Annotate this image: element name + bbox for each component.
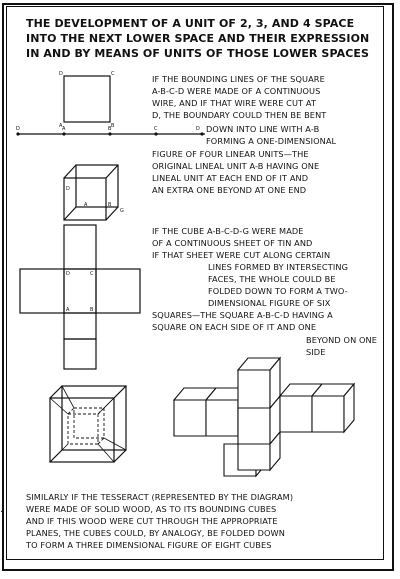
tess-link-6: [104, 386, 126, 408]
line-label-d2: D: [196, 126, 200, 132]
square-text-10: AN EXTRA ONE BEYOND AT ONE END: [152, 185, 307, 195]
square-text-4: D, THE BOUNDARY COULD THEN BE BENT: [152, 110, 327, 120]
cube-label-a: A: [84, 202, 88, 208]
margin-dot: .: [0, 505, 3, 515]
cube-text-8: SQUARES—THE SQUARE A-B-C-D HAVING A: [152, 310, 333, 320]
title-line-1: THE DEVELOPMENT OF A UNIT OF 2, 3, AND 4 SPACE: [26, 17, 355, 30]
cube-text-11: SIDE: [306, 347, 326, 357]
cube-center-front: [238, 408, 270, 444]
tess-inner-edge-3: [98, 438, 104, 444]
square-text-7: FIGURE OF FOUR LINEAR UNITS—THE: [152, 149, 309, 159]
cube-text-3: IF THAT SHEET WERE CUT ALONG CERTAIN: [152, 250, 331, 260]
tess-link-1: [50, 398, 68, 414]
title-line-2: INTO THE NEXT LOWER SPACE AND THEIR EXPRESSION: [26, 32, 370, 45]
tess-inner-edge-1: [68, 408, 74, 414]
tesseract-diagram: [50, 386, 126, 462]
cube-diagram: [64, 165, 124, 220]
square-label-d: D: [59, 71, 63, 77]
cube-left-front: [174, 400, 206, 436]
cube-text-2: OF A CONTINUOUS SHEET OF TIN AND: [152, 238, 313, 248]
net-label-a: A: [66, 307, 70, 313]
net-label-c: C: [90, 271, 94, 277]
line-label-d1: D: [16, 126, 20, 132]
line-point-d2: [200, 132, 203, 135]
title-line-3: IN AND BY MEANS OF UNITS OF THOSE LOWER SPACES: [26, 47, 370, 60]
tesseract-text-1: SIMILARLY IF THE TESSERACT (REPRESENTED BY THE DIAGRAM): [26, 492, 294, 502]
square-text-2: A-B-C-D WERE MADE OF A CONTINUOUS: [152, 86, 321, 96]
tesseract-text-2: WERE MADE OF SOLID WOOD, AS TO ITS BOUNDING CUBES: [26, 504, 277, 514]
cube-right2-front: [312, 396, 344, 432]
net-square-beyond: [64, 339, 96, 369]
line-label-a: A: [62, 126, 66, 132]
tesseract-inner-front: [68, 414, 98, 444]
line-point-c: [154, 132, 157, 135]
square-label-b: B: [111, 123, 115, 129]
line-label-b: B: [108, 126, 112, 132]
tess-edge-3: [114, 450, 126, 462]
cube-text-6: FOLDED DOWN TO FORM A TWO-: [208, 286, 348, 296]
cube-label-b: B: [108, 202, 112, 208]
cube-lower-front: [238, 444, 270, 470]
cube-edge-1: [64, 165, 76, 178]
square-label-c: C: [111, 71, 115, 77]
square-label-a: A: [59, 123, 63, 129]
cube-text-4: LINES FORMED BY INTERSECTING: [208, 262, 349, 272]
cube-edge-2: [106, 165, 118, 178]
cube-text-5: FACES, THE WHOLE COULD BE: [208, 274, 336, 284]
cube-text-7: DIMENSIONAL FIGURE OF SIX: [208, 298, 331, 308]
net-square-left: [20, 269, 64, 313]
tesseract-text-4: PLANES, THE CUBES COULD, BY ANALOGY, BE FOLDED DOWN: [26, 528, 285, 538]
square-text-8: ORIGINAL LINEAL UNIT A-B HAVING ONE: [152, 161, 320, 171]
cube-top-front: [238, 370, 270, 408]
net-square-top: [64, 225, 96, 269]
line-point-b: [108, 132, 111, 135]
tess-link-3: [98, 444, 114, 462]
square-text-3: WIRE, AND IF THAT WIRE WERE CUT AT: [152, 98, 317, 108]
square-text-6: FORMING A ONE-DIMENSIONAL: [206, 136, 337, 146]
cube-edge-3: [106, 207, 118, 220]
line-diagram: [16, 126, 205, 136]
line-point-d1: [16, 132, 19, 135]
square-abcd: [64, 76, 110, 122]
tess-link-5: [62, 386, 74, 408]
net-square-bottom: [64, 313, 96, 339]
tess-link-4: [50, 444, 68, 462]
cube-text-10: BEYOND ON ONE: [306, 335, 378, 345]
cube-label-d: D: [66, 186, 70, 192]
cube-label-g: G: [120, 208, 124, 214]
cube-right1-front: [280, 396, 312, 432]
square-diagram: [59, 71, 115, 129]
cube-mid-front: [206, 400, 238, 436]
net-label-b: B: [90, 307, 94, 313]
tesseract-text-3: AND IF THIS WOOD WERE CUT THROUGH THE APPROPRIATE: [26, 516, 278, 526]
cube-net-diagram: [20, 225, 140, 369]
cube-edge-4: [64, 207, 76, 220]
square-text-5: DOWN INTO LINE WITH A-B: [206, 124, 320, 134]
eight-cube-diagram: [174, 358, 354, 476]
line-label-c: C: [154, 126, 158, 132]
square-text-9: LINEAL UNIT AT EACH END OF IT AND: [152, 173, 309, 183]
square-text-1: IF THE BOUNDING LINES OF THE SQUARE: [152, 74, 325, 84]
tesseract-text-5: TO FORM A THREE DIMENSIONAL FIGURE OF EIGHT CUBES: [26, 540, 272, 550]
line-point-a: [62, 132, 65, 135]
net-label-d: D: [66, 271, 70, 277]
cube-text-9: SQUARE ON EACH SIDE OF IT AND ONE: [152, 322, 317, 332]
tess-edge-1: [50, 386, 62, 398]
tess-link-7: [104, 438, 126, 450]
net-square-right: [96, 269, 140, 313]
cube-text-1: IF THE CUBE A-B-C-D-G WERE MADE: [152, 226, 304, 236]
